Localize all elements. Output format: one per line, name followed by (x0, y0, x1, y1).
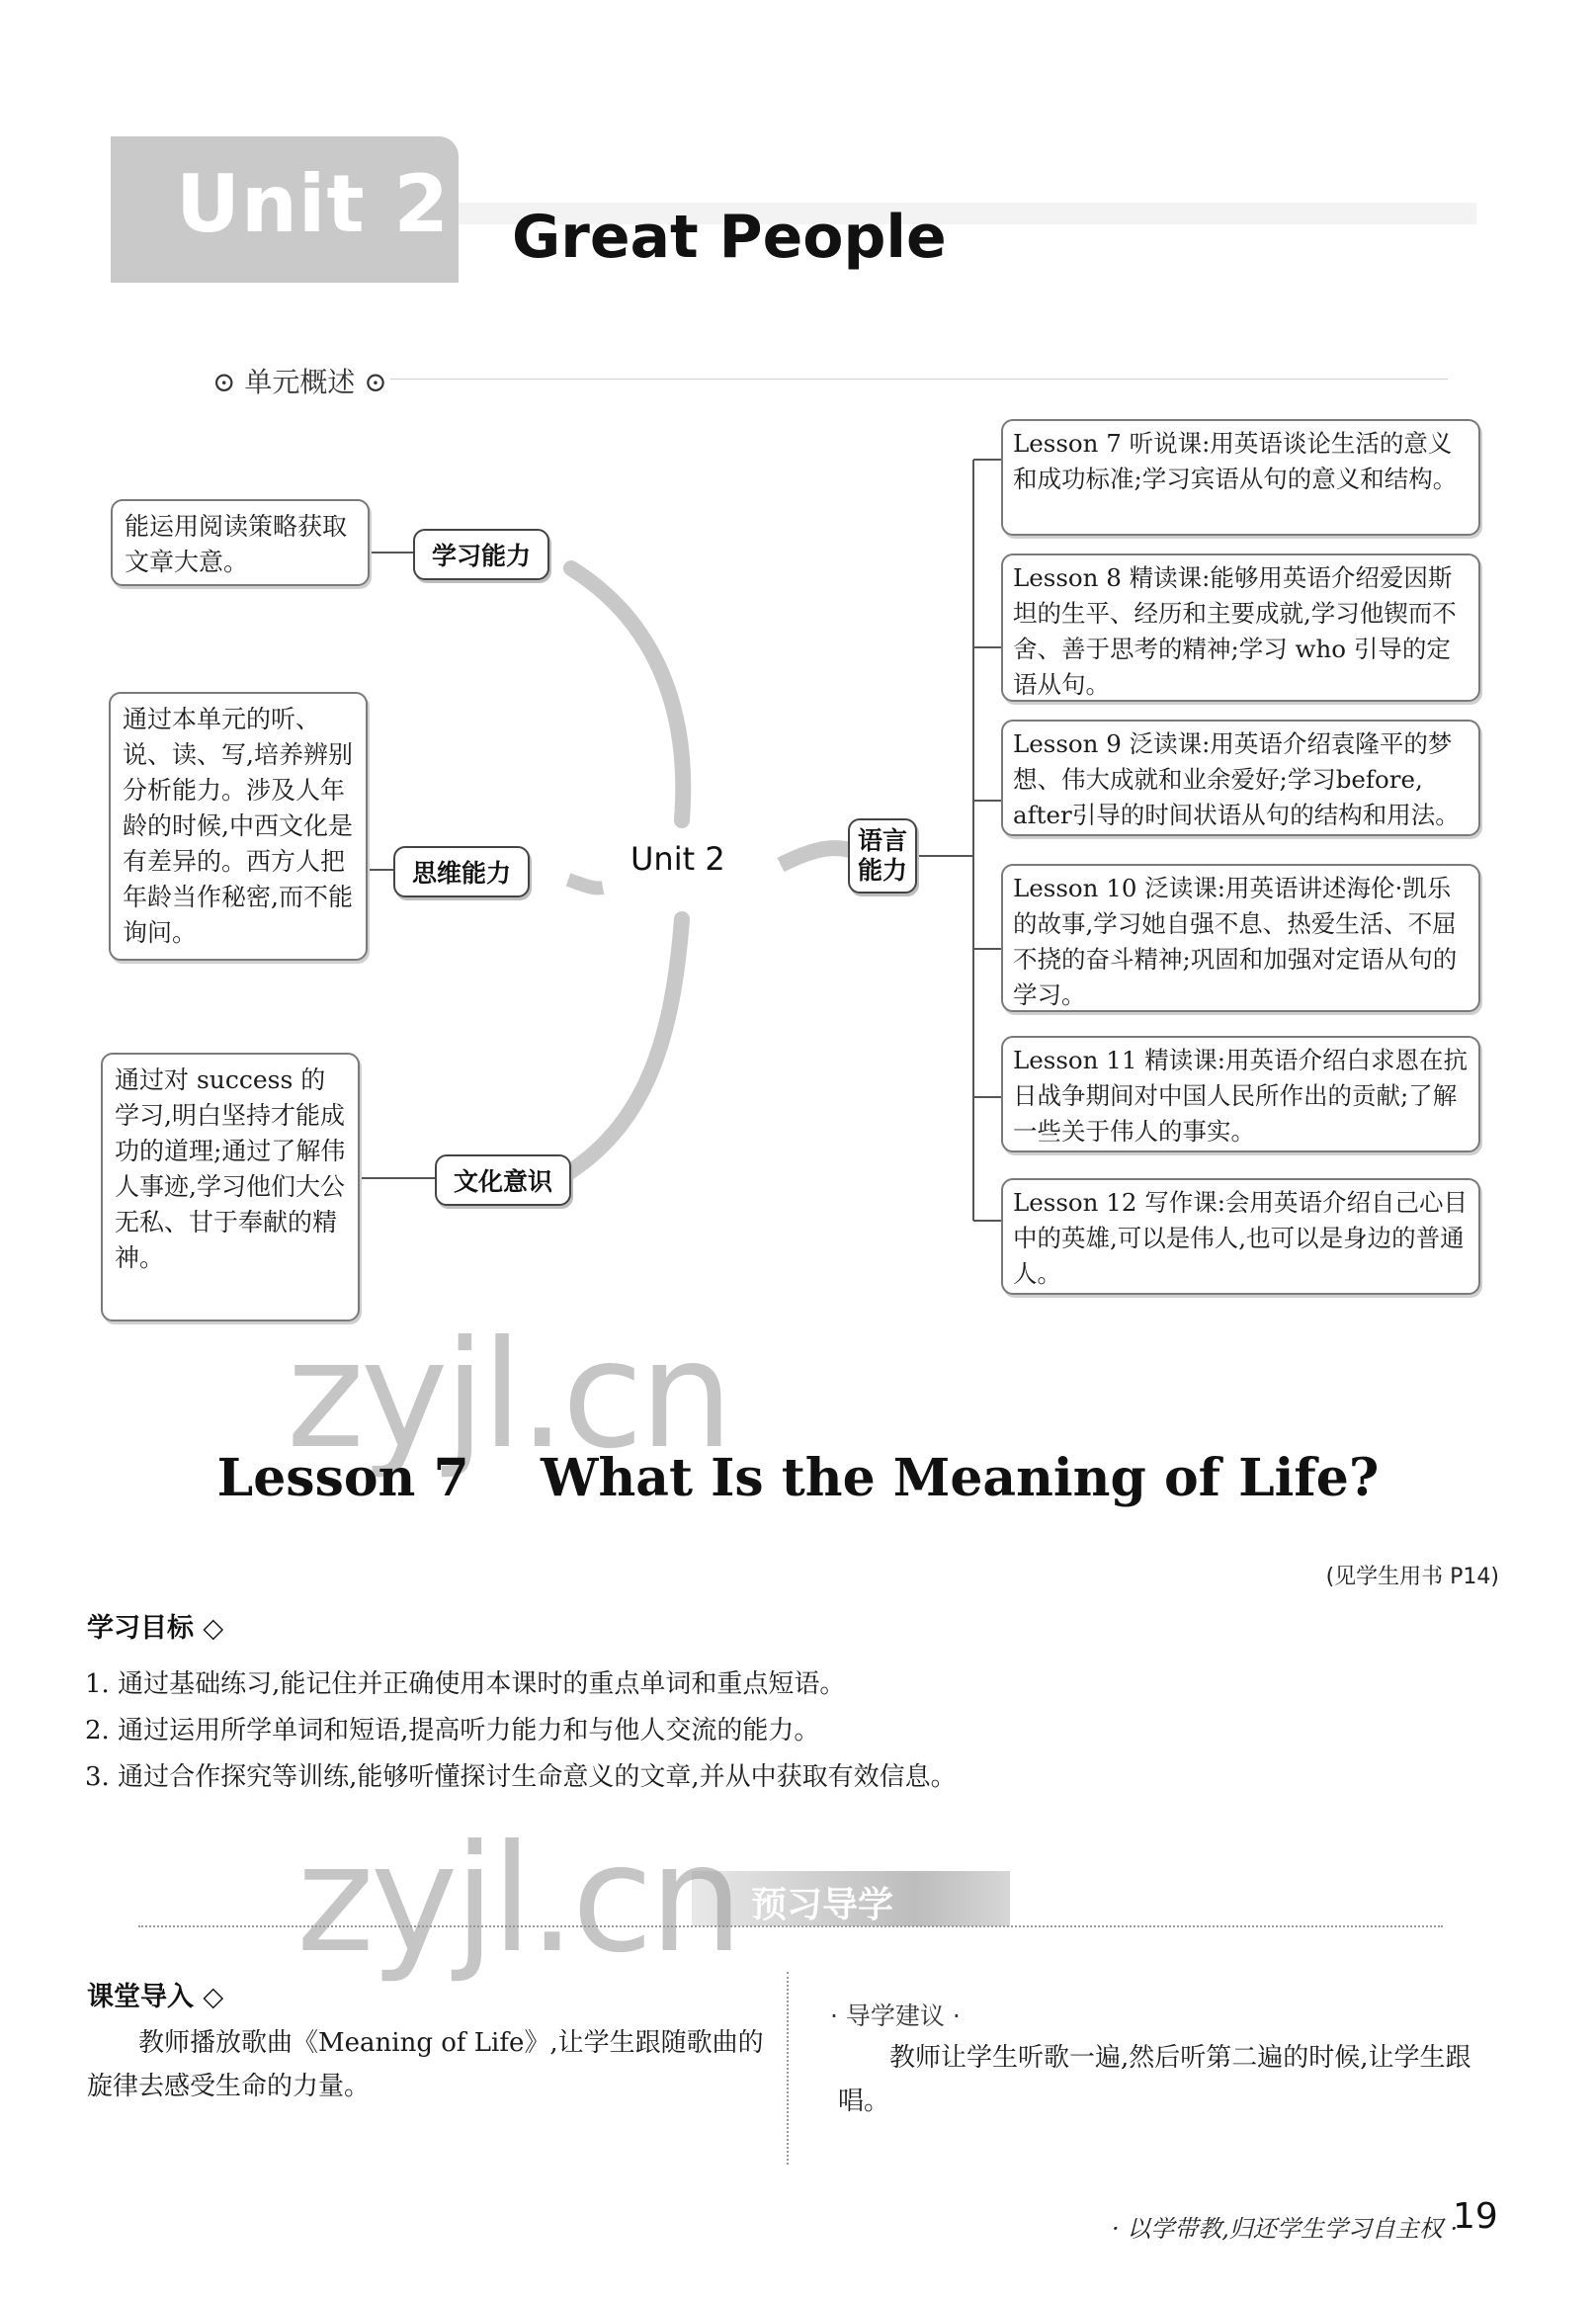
overview-label: ⊙ 单元概述 ⊙ (212, 366, 387, 398)
learning-detail-box (111, 499, 370, 586)
page-number: 19 (1453, 2196, 1498, 2237)
curve-top (571, 568, 683, 820)
lesson-10-text: Lesson 10 泛读课:用英语讲述海伦·凯乐的故事,学习她自强不息、热爱生活、不屈不挠的奋斗精神;巩固和加强对定语从句的学习。 (1013, 874, 1458, 1009)
watermark-1: zyjl.cn (287, 1310, 730, 1482)
preview-banner (692, 1871, 1010, 1926)
curve-right (781, 848, 850, 865)
learning-label: 学习能力 (431, 542, 531, 570)
footer-slogan: · 以学带教,归还学生学习自主权 · (1112, 2215, 1459, 2243)
intro-text: 教师播放歌曲《Meaning of Life》,让学生跟随歌曲的旋律去感受生命的力量。 (87, 2028, 764, 2101)
goal-item: 1. 通过基础练习,能记住并正确使用本课时的重点单词和重点短语。 (85, 1669, 846, 1699)
advice-label: · 导学建议 · (830, 2002, 961, 2030)
lesson-12-text: Lesson 12 写作课:会用英语介绍自己心目中的英雄,可以是伟人,也可以是身边的普通人。 (1013, 1188, 1468, 1288)
thinking-detail-box (109, 692, 368, 961)
watermark-2: zyjl.cn (296, 1814, 740, 1986)
unit-label: Unit 2 (176, 158, 451, 250)
lesson-7-box (1001, 419, 1480, 536)
thinking-pill (393, 846, 530, 897)
culture-detail-box (101, 1053, 360, 1321)
goal-item: 3. 通过合作探究等训练,能够听懂探讨生命意义的文章,并从中获取有效信息。 (85, 1762, 957, 1792)
culture-label: 文化意识 (453, 1167, 552, 1196)
curve-bottom (563, 919, 682, 1176)
curve-left (568, 880, 603, 888)
lesson-9-box (1001, 720, 1480, 836)
culture-detail: 通过对 success 的学习,明白坚持才能成功的道理;通过了解伟人事迹,学习他们大公无私、甘于奉献的精神。 (115, 1065, 346, 1272)
goal-item: 2. 通过运用所学单词和短语,提高听力能力和与他人交流的能力。 (85, 1716, 820, 1746)
column-divider (787, 1972, 789, 2165)
thinking-label: 思维能力 (411, 859, 511, 888)
learning-pill (413, 529, 549, 580)
advice-text: 教师让学生听歌一遍,然后听第二遍的时候,让学生跟唱。 (838, 2043, 1471, 2116)
preview-banner-text: 预习导学 (751, 1885, 894, 1925)
lesson-8-box (1001, 554, 1480, 702)
lesson-7-text: Lesson 7 听说课:用英语谈论生活的意义和成功标准;学习宾语从句的意义和结构。 (1013, 429, 1458, 493)
language-pill (848, 818, 917, 894)
language-label: 语言能力 (857, 826, 907, 885)
lesson-title: Lesson 7 What Is the Meaning of Life? (216, 1448, 1380, 1508)
lesson-9-text: Lesson 9 泛读课:用英语介绍袁隆平的梦想、伟大成就和业余爱好;学习before, after引导的时间状语从句的结构和用法。 (1013, 729, 1460, 829)
lesson-8-text: Lesson 8 精读课:能够用英语介绍爱因斯坦的生平、经历和主要成就,学习他锲而不舍、善于思考的精神;学习 who 引导的定语从句。 (1013, 563, 1457, 699)
lesson-11-box (1001, 1036, 1480, 1152)
mindmap-center: Unit 2 (630, 840, 725, 878)
thinking-detail: 通过本单元的听、说、读、写,培养辨别分析能力。涉及人年龄的时候,中西文化是有差异的。西方人把年龄当作秘密,而不能询问。 (123, 705, 353, 947)
learning-detail: 能运用阅读策略获取文章大意。 (125, 512, 348, 576)
goals-heading: 学习目标 ◇ (87, 1613, 224, 1644)
unit-title: Great People (512, 203, 947, 272)
student-book-reference: (见学生用书 P14) (1325, 1565, 1499, 1589)
lesson-11-text: Lesson 11 精读课:用英语介绍白求恩在抗日战争期间对中国人民所作出的贡献;了解一些关于伟人的事实。 (1013, 1046, 1468, 1146)
lesson-12-box (1001, 1178, 1480, 1295)
culture-pill (435, 1154, 571, 1206)
lesson-10-box (1001, 864, 1480, 1012)
intro-heading: 课堂导入 ◇ (87, 1982, 224, 2012)
